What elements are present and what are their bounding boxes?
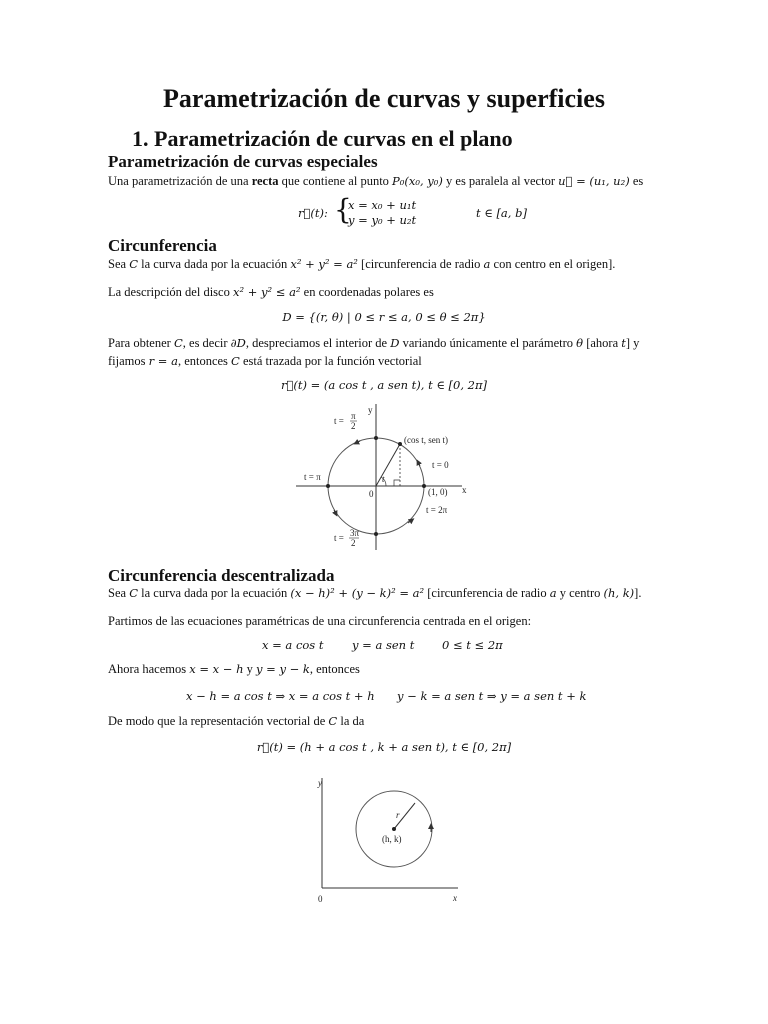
fig-t-pi2-den: 2 [351, 421, 356, 431]
subheading-descentralizada: Circunferencia descentralizada [108, 566, 335, 585]
fig-t-pi-label: t = π [304, 472, 321, 482]
fig-t-3pi2-den: 2 [351, 538, 356, 548]
section-heading [132, 126, 513, 152]
point-t-pi [326, 484, 330, 488]
point-t-3pi2 [374, 532, 378, 536]
circ-paragraph-3-line-1: Para obtener C, es decir ∂D, despreciamos el interior de D variando únicamente el parámetro θ [ahora t] y [108, 336, 640, 350]
point-one-zero [422, 484, 426, 488]
fig-origin-label: 0 [369, 489, 374, 499]
fig2-x-label: x [453, 893, 457, 903]
fig-t-2pi-label: t = 2π [426, 505, 448, 515]
param-range: 0 ≤ t ≤ 2π [442, 638, 503, 652]
circ-paragraph-1: Sea C la curva dada por la ecuación x² + y² = a² [circunferencia de radio a con centro en el origen]. [108, 257, 616, 271]
right-angle-mark [394, 480, 400, 486]
fig-one-zero-label: (1, 0) [428, 487, 448, 497]
center-point [392, 827, 396, 831]
desc-paragraph-1: Sea C la curva dada por la ecuación (x − h)² + (y − k)² = a² [circunferencia de radio a y centro (h, k)]. [108, 586, 642, 600]
fig-point-label: (cos t, sen t) [404, 435, 448, 445]
implication-x: x − h = a cos t ⇒ x = a cos t + h [186, 689, 375, 703]
fig-x-label: x [462, 485, 467, 495]
system-domain: t ∈ [a, b] [476, 206, 527, 220]
system-line-1: x = x₀ + u₁t [348, 198, 417, 212]
fig2-center-label: (h, k) [382, 834, 402, 844]
fig-t-0-label: t = 0 [432, 460, 449, 470]
system-line-2: y = y₀ + u₂t [348, 213, 417, 227]
fig2-y-label: y [318, 778, 322, 788]
fig-t-3pi2-num: 3π [350, 528, 360, 538]
fig-angle-label: t [382, 474, 385, 484]
fig2-origin-label: 0 [318, 894, 323, 904]
fig-t-pi2-prefix: t = [334, 416, 344, 426]
param-x: x = a cos t [262, 638, 324, 652]
page-title: Parametrización de curvas y superficies [163, 84, 605, 113]
point-cos-sen [398, 442, 402, 446]
fig-t-3pi2-prefix: t = [334, 533, 344, 543]
fig-t-pi2-num: π [351, 411, 356, 421]
shifted-circle-figure [310, 770, 470, 910]
system-lhs: r⃗(t): [298, 206, 328, 220]
subheading-especiales: Parametrización de curvas especiales [108, 152, 378, 171]
point-t-pi2 [374, 436, 378, 440]
fig-y-label: y [368, 405, 373, 415]
section-number: 1. [132, 126, 149, 151]
vector-u: u⃗ = (u₁, u₂) [558, 174, 630, 188]
circ-paragraph-2: La descripción del disco x² + y² ≤ a² en coordenadas polares es [108, 285, 434, 299]
implication-y: y − k = a sen t ⇒ y = a sen t + k [397, 689, 587, 703]
desc-paragraph-3: Ahora hacemos x = x − h y y = y − k, entonces [108, 662, 360, 676]
recta-bold: recta [251, 174, 279, 188]
desc-paragraph-4: De modo que la representación vectorial de C la da [108, 714, 365, 728]
subheading-circunferencia: Circunferencia [108, 236, 217, 255]
recta-paragraph: Una parametrización de una recta que contiene al punto P₀(x₀, y₀) y es paralela al vector u⃗ = (u₁, u₂) es [108, 174, 644, 188]
fig2-r-label: r [396, 810, 400, 820]
section-title: Parametrización de curvas en el plano [154, 126, 513, 151]
desc-paragraph-2: Partimos de las ecuaciones paramétricas de una circunferencia centrada en el origen: [108, 614, 532, 628]
brace-icon: { [334, 193, 352, 226]
disk-equation: D = {(r, θ) | 0 ≤ r ≤ a, 0 ≤ θ ≤ 2π} [282, 310, 486, 324]
point-p0: P₀(x₀, y₀) [392, 174, 443, 188]
circ-paragraph-3-line-2: fijamos r = a, entonces C está trazada por la función vectorial [108, 354, 422, 368]
unit-circle-figure [290, 400, 480, 552]
circle-vector-equation: r⃗(t) = (a cos t , a sen t), t ∈ [0, 2π] [280, 378, 488, 392]
param-y: y = a sen t [352, 638, 415, 652]
shifted-vector-equation: r⃗(t) = (h + a cos t , k + a sen t), t ∈ [0, 2π] [256, 740, 512, 754]
